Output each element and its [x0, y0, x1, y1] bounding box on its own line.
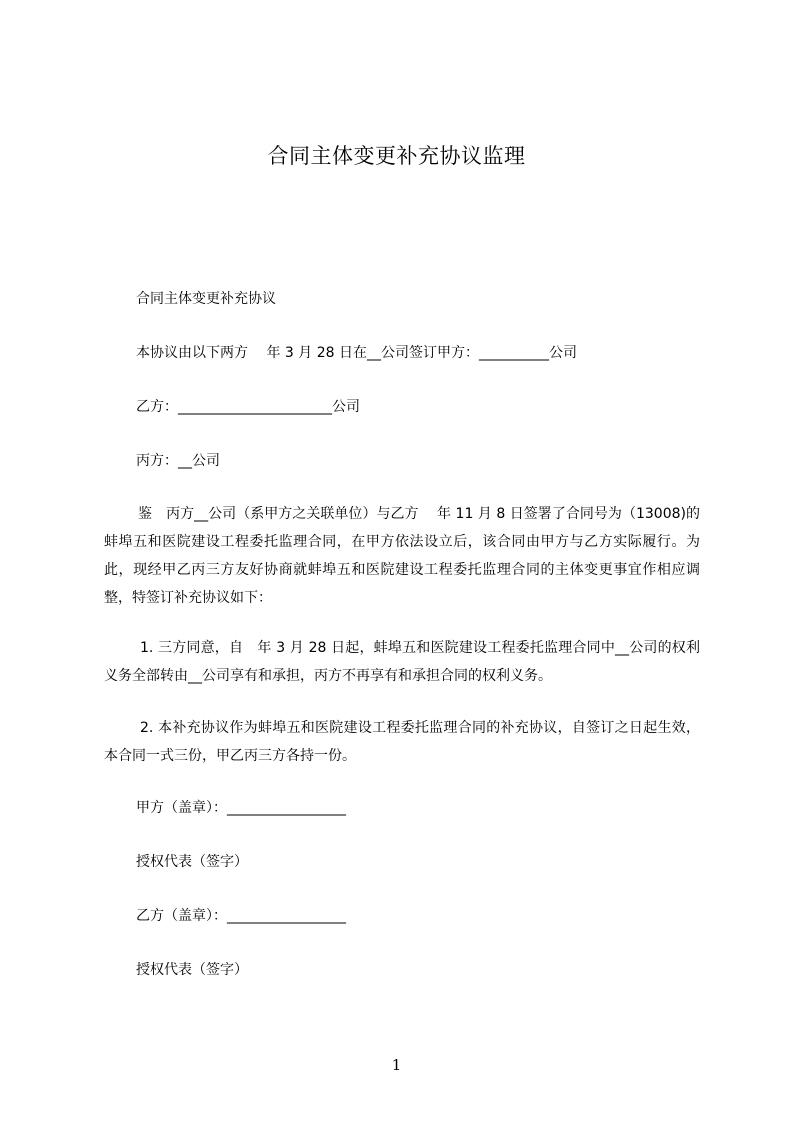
clause-2-text: 2. 本补充协议作为蚌埠五和医院建设工程委托监理合同的补充协议，自签订之日起生效，本合同一式三份，甲乙丙三方各持一份。 [104, 720, 700, 764]
intro-line: 本协议由以下两方 年 3 月 28 日在__公司签订甲方：__________公司 [136, 345, 577, 361]
party-a-signature-line: 甲方（盖章）：_________________ [136, 800, 346, 816]
clause-1-text: 1. 三方同意，自 年 3 月 28 日起，蚌埠五和医院建设工程委托监理合同中__公司的权利义务全部转由__公司享有和承担，丙方不再享有和承担合同的权利义务。 [104, 640, 700, 684]
party-c-line: 丙方：__公司 [136, 453, 220, 469]
recital-text: 鉴 丙方__公司（系甲方之关联单位）与乙方 年 11 月 8 日签署了合同号为（13008)的蚌埠五和医院建设工程委托监理合同，在甲方依法设立后，该合同由甲方与乙方实际履行。为此，现经甲乙丙三方友好协商就蚌埠五和医院建设工程委托监理合同的主体变更事宜作相应调整，特签订补充协议如下： [104, 506, 700, 606]
clause-1-paragraph [104, 634, 700, 690]
page-number: 1 [391, 1056, 402, 1074]
document-title: 合同主体变更补充协议监理 [267, 144, 526, 168]
party-b-signature-line: 乙方（盖章）：_________________ [136, 908, 346, 924]
party-b-line: 乙方：______________________公司 [136, 399, 360, 415]
party-a-representative: 授权代表（签字） [136, 854, 248, 870]
clause-2-paragraph [104, 714, 700, 770]
recital-paragraph [104, 500, 700, 612]
party-b-representative: 授权代表（签字） [136, 962, 248, 978]
agreement-subtitle: 合同主体变更补充协议 [136, 291, 276, 307]
